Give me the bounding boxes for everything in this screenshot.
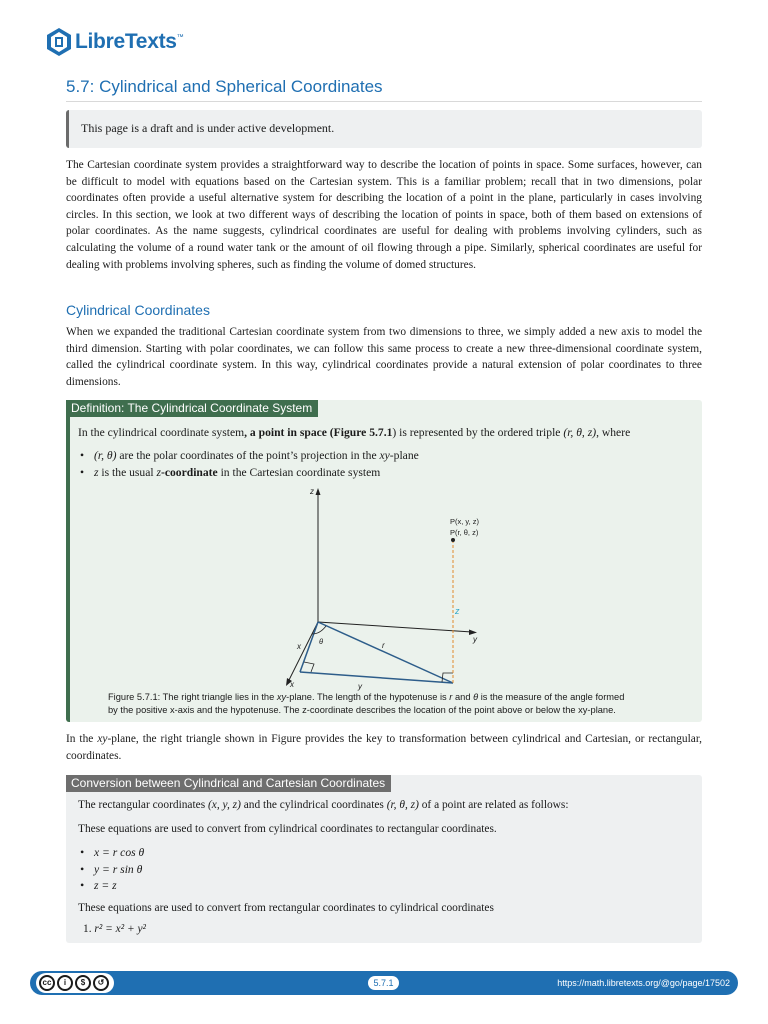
cylindrical-triple: (r, θ, z) bbox=[386, 799, 419, 811]
equation-x: • x = r cos θ bbox=[80, 846, 144, 863]
y-axis bbox=[318, 622, 472, 632]
page-number: 5.7.1 bbox=[368, 976, 399, 990]
conversion-line1-b: and the cylindrical coordinates bbox=[240, 799, 387, 811]
leg-parallel-y bbox=[300, 672, 453, 683]
caption-text3: and bbox=[452, 692, 474, 702]
caption-text4: is the measure of the angle formed bbox=[478, 692, 625, 702]
cc-icon: cc bbox=[39, 975, 55, 991]
r-label: r bbox=[382, 641, 385, 650]
point-label-cartesian: P(x, y, z) bbox=[450, 517, 480, 526]
equation-r-squared bbox=[83, 923, 146, 935]
caption-math3: θ bbox=[473, 692, 479, 702]
by-icon: i bbox=[57, 975, 73, 991]
conversion-line1-c: of a point are related as follows: bbox=[418, 799, 569, 811]
caption-text2: -plane. The length of the hypotenuse is bbox=[286, 692, 450, 702]
definition-intro-b: , a point in space (Figure bbox=[244, 426, 370, 439]
y-leg-label: y bbox=[358, 682, 362, 691]
conversion-line3: These equations are used to convert from rectangular coordinates to cylindrical coordinates bbox=[78, 902, 494, 914]
figure-caption bbox=[108, 691, 688, 716]
sa-icon: ↺ bbox=[93, 975, 109, 991]
conversion-line1-a: The rectangular coordinates bbox=[78, 799, 208, 811]
list-item bbox=[80, 449, 419, 466]
figure-reference[interactable]: 5.7.1 bbox=[369, 426, 393, 439]
conversion-line2: These equations are used to convert from cylindrical coordinates to rectangular coordinates. bbox=[78, 823, 497, 835]
bullet1-text: are the polar coordinates of the point’s projection in the bbox=[116, 449, 380, 462]
section-paragraph: When we expanded the traditional Cartesian coordinate system from two dimensions to three, we simply added a new axis to model the third dimension. Starting with polar coordinates, we can follow this same process to create a new three-dimensional coordinate system, called the cylindrical coordinate system. In this way, cylindrical coordinates provide a natural extension of polar coordinates to three dimensions. bbox=[66, 326, 702, 388]
definition-bullets bbox=[80, 449, 419, 482]
equation-number: 1. bbox=[83, 923, 92, 935]
right-angle-marker-x bbox=[304, 662, 314, 672]
equation-y: • y = r sin θ bbox=[80, 863, 144, 880]
caption-text1: : The right triangle lies in the bbox=[157, 692, 277, 702]
license-badge[interactable] bbox=[36, 973, 114, 993]
point-label-cylindrical: P(r, θ, z) bbox=[450, 528, 479, 537]
bullet2-math: z bbox=[94, 465, 99, 479]
cylindrical-coordinates-figure bbox=[270, 484, 500, 694]
conversion-line1 bbox=[78, 799, 569, 811]
section-heading-cylindrical: Cylindrical Coordinates bbox=[66, 302, 210, 318]
caption-prefix: Figure 5.7.1 bbox=[108, 692, 158, 702]
transition-a: In the bbox=[66, 733, 98, 745]
nc-icon: $ bbox=[75, 975, 91, 991]
ordered-triple: (r, θ, z) bbox=[563, 426, 597, 439]
bullet2-end: in the Cartesian coordinate system bbox=[217, 465, 381, 479]
draft-notice: This page is a draft and is under active development. bbox=[66, 110, 702, 148]
caption-math2: r bbox=[449, 692, 453, 702]
equation-z: • z = z bbox=[80, 879, 144, 896]
transition-math: xy bbox=[97, 733, 108, 745]
libretexts-logo[interactable] bbox=[46, 27, 184, 57]
definition-title: Definition: The Cylindrical Coordinate System bbox=[66, 400, 318, 417]
logo-trademark: ™ bbox=[176, 34, 184, 41]
caption-math1: xy bbox=[276, 692, 287, 702]
page-title: 5.7: Cylindrical and Spherical Coordinates bbox=[66, 77, 702, 102]
x-leg-label: x bbox=[297, 642, 301, 651]
bullet2-math2: z bbox=[156, 465, 161, 479]
z-axis-arrow bbox=[316, 488, 321, 495]
z-axis-label: z bbox=[310, 487, 314, 496]
definition-intro-a: In the cylindrical coordinate system bbox=[78, 426, 245, 439]
point-p bbox=[451, 538, 455, 542]
definition-intro-c: ) is represented by the ordered triple bbox=[392, 426, 564, 439]
conversion-title: Conversion between Cylindrical and Cartesian Coordinates bbox=[66, 775, 391, 792]
rectangular-triple: (x, y, z) bbox=[207, 799, 241, 811]
bullet1-end: -plane bbox=[389, 449, 419, 462]
bullet2-text: is the usual bbox=[98, 465, 157, 479]
theta-label: θ bbox=[319, 637, 324, 646]
caption-line2: by the positive x-axis and the hypotenuse. The z-coordinate describes the location of the point above or below the xy-plane. bbox=[108, 704, 616, 715]
bullet1-math: (r, θ) bbox=[94, 449, 117, 462]
intro-paragraph: The Cartesian coordinate system provides a straightforward way to describe the location of points in space. Some surfaces, however, can be difficult to model with equations based on the Cartesian system. This is a familiar problem; recall that in two dimensions, polar coordinates often provide a useful alternative system for describing the location of a point in the plane, particularly in cases involving circles. In this section, we look at two different ways of describing the location of points in space, both of them based on extensions of polar coordinates. As the name suggests, cylindrical coordinates are useful for dealing with problems involving cylinders, such as calculating the volume of a round water tank or the amount of oil flowing through a pipe. Similarly, spherical coordinates are useful for dealing with problems involving spheres, such as finding the volume of domed structures. bbox=[66, 159, 702, 271]
definition-intro bbox=[78, 426, 630, 439]
page-url-link[interactable]: https://math.libretexts.org/@go/page/17502 bbox=[557, 978, 730, 988]
conversion-equations bbox=[80, 846, 144, 896]
bullet1-plane: xy bbox=[379, 449, 390, 462]
list-item bbox=[80, 466, 419, 483]
libretexts-logo-icon bbox=[46, 27, 72, 57]
equation-r: r² = x² + y² bbox=[94, 923, 146, 935]
hypotenuse-r bbox=[318, 622, 453, 683]
z-height-label: z bbox=[455, 606, 460, 616]
y-axis-label: y bbox=[473, 635, 477, 644]
logo-text: LibreTexts bbox=[75, 30, 177, 53]
transition-paragraph bbox=[66, 731, 702, 764]
x-axis-label: x bbox=[290, 680, 294, 689]
definition-intro-d: , where bbox=[596, 426, 631, 439]
bullet2-bold: -coordinate bbox=[161, 465, 218, 479]
leg-along-x bbox=[300, 622, 318, 672]
transition-b: -plane, the right triangle shown in Figure provides the key to transformation between cylindrical and Cartesian, or rectangular, coordinates. bbox=[66, 733, 702, 762]
